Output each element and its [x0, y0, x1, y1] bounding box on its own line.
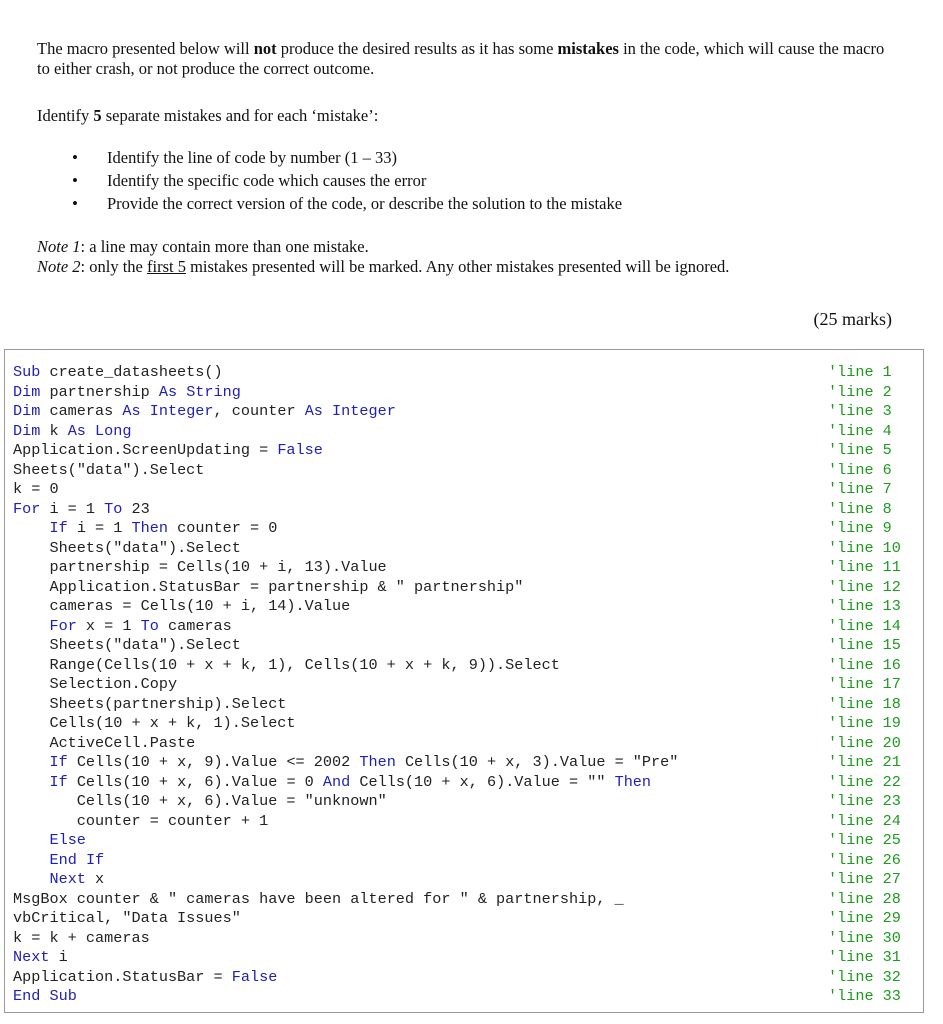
line-number-comment: 'line 27 [828, 870, 901, 888]
line-number-comment: 'line 10 [828, 538, 901, 557]
code-text: k = k + cameras [13, 928, 150, 947]
line-number-comment: 'line 11 [828, 558, 901, 576]
code-text: Sheets("data").Select [13, 538, 241, 557]
code-line [13, 929, 918, 949]
line-number-comment: 'line 8 [828, 499, 892, 518]
code-line [13, 968, 918, 988]
code-text: Next x [49, 870, 105, 888]
identify-paragraph [37, 106, 897, 126]
code-text: cameras = Cells(10 + i, 14).Value [13, 597, 351, 615]
line-number-comment: 'line 22 [828, 772, 901, 791]
code-listing [13, 363, 918, 1007]
code-line [13, 812, 918, 832]
identify-text: separate mistakes and for each ‘mistake’: [101, 106, 379, 125]
intro-text: The macro presented below will [37, 39, 254, 58]
code-line [13, 909, 918, 929]
line-number-comment: 'line 15 [828, 636, 901, 654]
line-number-comment: 'line 31 [828, 948, 901, 966]
code-text: Selection.Copy [13, 675, 178, 693]
code-line [13, 519, 918, 539]
line-number-comment: 'line 13 [828, 597, 901, 615]
line-number-comment: 'line 16 [828, 655, 901, 674]
identify-text: Identify [37, 106, 94, 125]
note-2-underlined: first 5 [147, 257, 186, 276]
code-text: Dim cameras As Integer, counter As Integer [13, 402, 396, 420]
note-2-text: mistakes presented will be marked. Any other mistakes presented will be ignored. [185, 257, 730, 276]
line-number-comment: 'line 4 [828, 421, 892, 440]
line-number-comment: 'line 5 [828, 441, 892, 459]
intro-paragraph [37, 39, 897, 79]
code-text: Next i [13, 948, 68, 966]
note-1-label: Note 1 [37, 237, 81, 256]
code-text: End If [49, 850, 105, 869]
code-line [13, 578, 918, 598]
code-text: If Cells(10 + x, 9).Value <= 2002 Then Cells(10 + x, 3).Value = "Pre" [49, 753, 679, 771]
intro-text: in the code, which will cause the macro to either crash, or not produce the correct outcome. [37, 39, 885, 78]
code-text: Sub create_datasheets() [13, 363, 223, 381]
line-number-comment: 'line 23 [828, 792, 901, 810]
code-text: Sheets(partnership).Select [13, 694, 287, 713]
code-line [13, 870, 918, 890]
line-number-comment: 'line 17 [828, 675, 901, 693]
code-text: If Cells(10 + x, 6).Value = 0 And Cells(10 + x, 6).Value = "" Then [49, 772, 652, 791]
code-text: ActiveCell.Paste [13, 733, 196, 752]
line-number-comment: 'line 18 [828, 694, 901, 713]
code-line [13, 890, 918, 910]
line-number-comment: 'line 12 [828, 577, 901, 596]
code-line [13, 422, 918, 442]
code-line [13, 363, 918, 383]
line-number-comment: 'line 21 [828, 753, 901, 771]
line-number-comment: 'line 29 [828, 909, 901, 927]
line-number-comment: 'line 33 [828, 987, 901, 1005]
line-number-comment: 'line 28 [828, 889, 901, 908]
code-line [13, 480, 918, 500]
identify-bold-count: 5 [93, 106, 102, 125]
code-line [13, 461, 918, 481]
code-line [13, 987, 918, 1007]
code-text: End Sub [13, 987, 77, 1005]
code-line [13, 948, 918, 968]
marks-label: (25 marks) [813, 309, 892, 329]
note-2 [37, 257, 897, 277]
code-line [13, 695, 918, 715]
code-line [13, 734, 918, 754]
code-text: partnership = Cells(10 + i, 13).Value [13, 558, 387, 576]
instruction-list [37, 146, 622, 215]
instruction-item: • Identify the specific code which causes the error [37, 169, 622, 192]
note-1-text: : a line may contain more than one mistake. [80, 237, 369, 256]
code-text: MsgBox counter & " cameras have been altered for " & partnership, _ [13, 889, 624, 908]
code-text: Range(Cells(10 + x + k, 1), Cells(10 + x + k, 9)).Select [13, 655, 560, 674]
code-text: If i = 1 Then counter = 0 [49, 519, 278, 537]
line-number-comment: 'line 26 [828, 850, 901, 869]
code-text: counter = counter + 1 [13, 811, 269, 830]
line-number-comment: 'line 32 [828, 967, 901, 986]
code-line [13, 656, 918, 676]
line-number-comment: 'line 2 [828, 382, 892, 401]
code-line [13, 402, 918, 422]
code-text: For x = 1 To cameras [49, 616, 232, 635]
code-line [13, 383, 918, 403]
code-line [13, 597, 918, 617]
code-line [13, 851, 918, 871]
line-number-comment: 'line 24 [828, 811, 901, 830]
code-line [13, 558, 918, 578]
code-text: Application.StatusBar = partnership & " partnership" [13, 577, 524, 596]
intro-bold-not: not [253, 39, 277, 58]
line-number-comment: 'line 1 [828, 363, 892, 381]
line-number-comment: 'line 3 [828, 402, 892, 420]
line-number-comment: 'line 30 [828, 928, 901, 947]
line-number-comment: 'line 19 [828, 714, 901, 732]
code-line [13, 617, 918, 637]
code-line [13, 500, 918, 520]
code-text: Cells(10 + x, 6).Value = "unknown" [13, 792, 387, 810]
code-text: Sheets("data").Select [13, 636, 241, 654]
code-listing-box [4, 349, 924, 1013]
code-line [13, 753, 918, 773]
code-line [13, 636, 918, 656]
code-text: Sheets("data").Select [13, 460, 205, 479]
intro-bold-mistakes: mistakes [557, 39, 619, 58]
note-1 [37, 237, 897, 257]
line-number-comment: 'line 20 [828, 733, 901, 752]
code-text: Cells(10 + x + k, 1).Select [13, 714, 296, 732]
note-2-text: : only the [80, 257, 147, 276]
line-number-comment: 'line 9 [828, 519, 892, 537]
line-number-comment: 'line 14 [828, 616, 901, 635]
line-number-comment: 'line 7 [828, 480, 892, 498]
code-line [13, 773, 918, 793]
code-line [13, 675, 918, 695]
code-line [13, 441, 918, 461]
instruction-item: • Identify the line of code by number (1 – 33) [37, 146, 622, 169]
code-text: Else [49, 831, 86, 849]
code-text: For i = 1 To 23 [13, 499, 150, 518]
code-text: Application.StatusBar = False [13, 967, 278, 986]
code-line [13, 714, 918, 734]
line-number-comment: 'line 25 [828, 831, 901, 849]
note-2-label: Note 2 [37, 257, 81, 276]
code-text: Dim partnership As String [13, 382, 241, 401]
code-text: Application.ScreenUpdating = False [13, 441, 323, 459]
line-number-comment: 'line 6 [828, 460, 892, 479]
code-line [13, 539, 918, 559]
code-text: vbCritical, "Data Issues" [13, 909, 241, 927]
code-text: Dim k As Long [13, 421, 132, 440]
intro-text: produce the desired results as it has some [276, 39, 558, 58]
instruction-item: • Provide the correct version of the code, or describe the solution to the mistake [37, 192, 622, 215]
code-line [13, 831, 918, 851]
code-line [13, 792, 918, 812]
code-text: k = 0 [13, 480, 59, 498]
notes-block [37, 237, 897, 277]
